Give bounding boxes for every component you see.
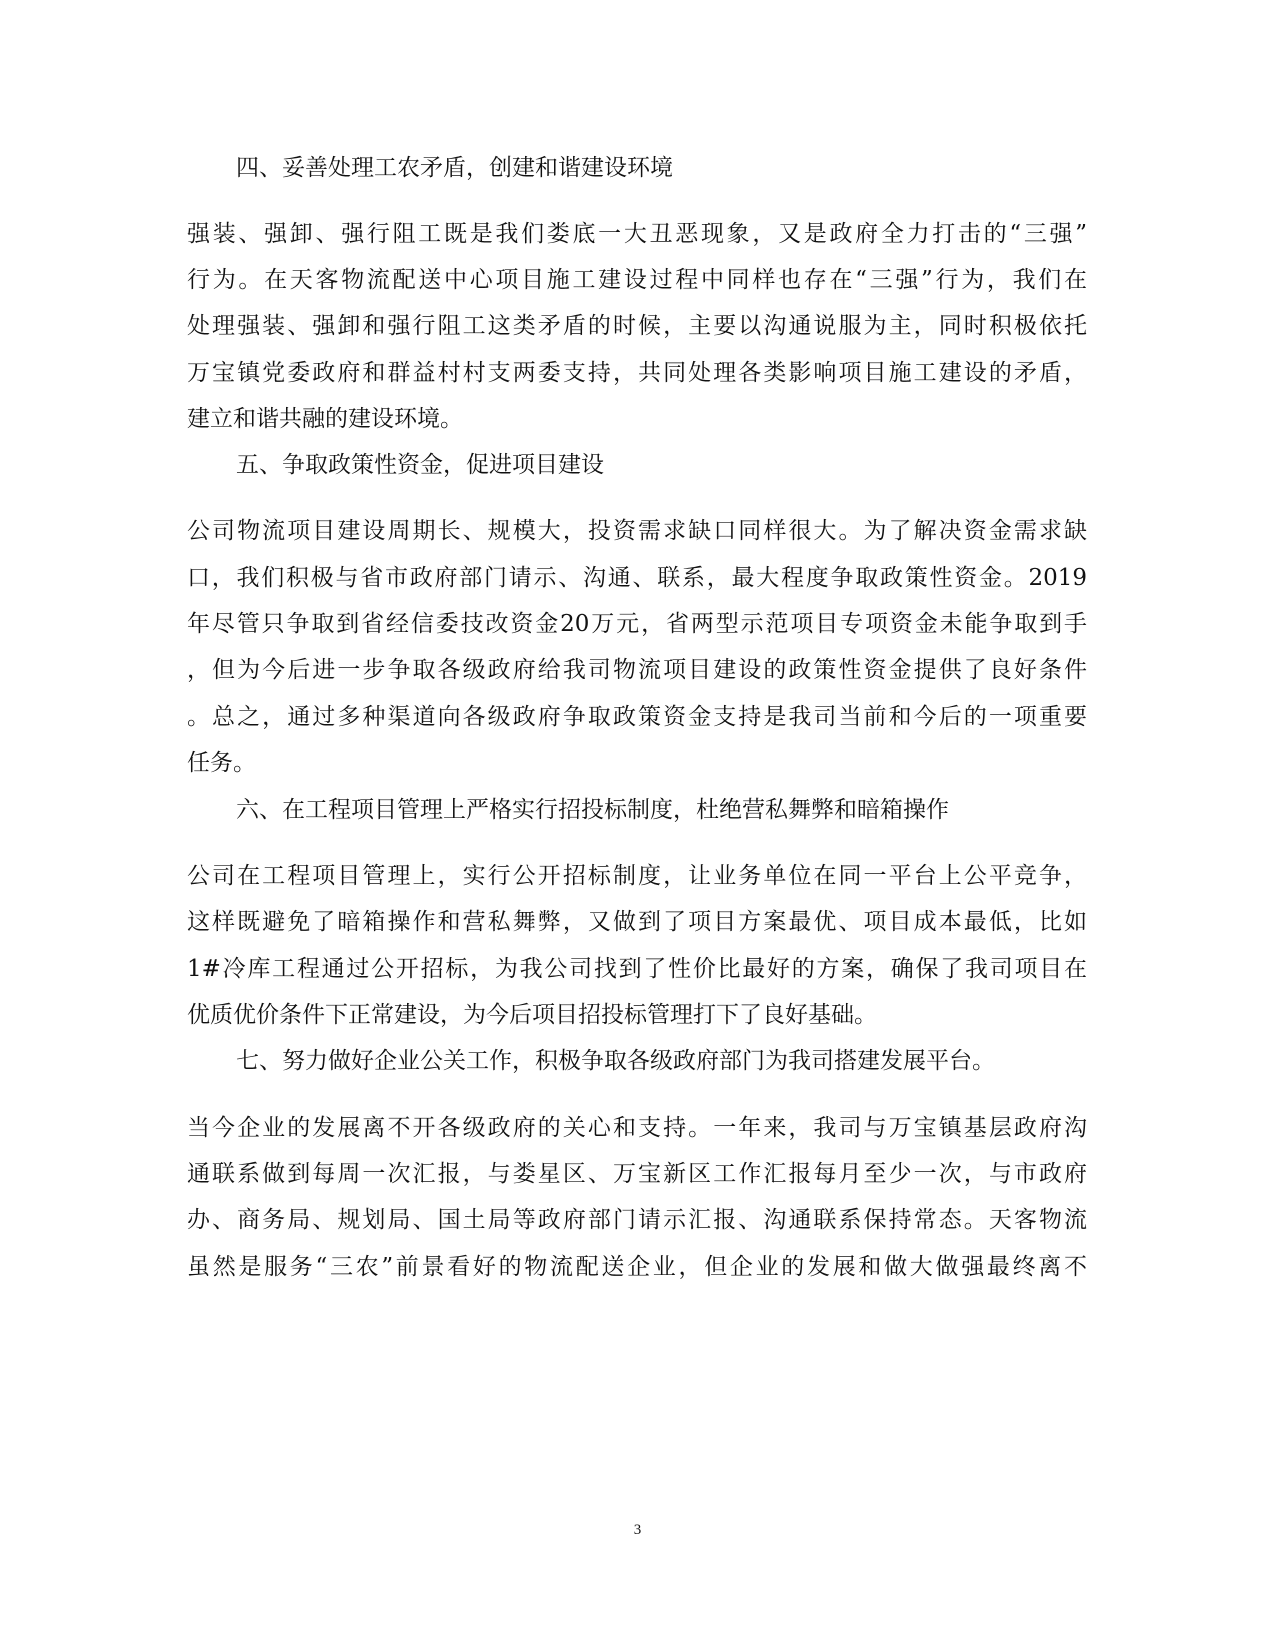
paragraph-line: 万宝镇党委政府和群益村村支两委支持，共同处理各类影响项目施工建设的矛盾， — [187, 360, 1087, 386]
paragraph-line: 。总之，通过多种渠道向各级政府争取政策资金支持是我司当前和今后的一项重要 — [187, 704, 1087, 730]
section-heading-6: 六、在工程项目管理上严格实行招投标制度，杜绝营私舞弊和暗箱操作 — [236, 797, 949, 823]
paragraph-line: 这样既避免了暗箱操作和营私舞弊，又做到了项目方案最优、项目成本最低，比如 — [187, 909, 1087, 935]
section-heading-5: 五、争取政策性资金，促进项目建设 — [236, 452, 604, 478]
section-heading-4: 四、妥善处理工农矛盾，创建和谐建设环境 — [236, 155, 673, 181]
paragraph-line: 行为。在天客物流配送中心项目施工建设过程中同样也存在“三强”行为，我们在 — [187, 267, 1087, 293]
paragraph-line: 公司在工程项目管理上，实行公开招标制度，让业务单位在同一平台上公平竞争， — [187, 863, 1087, 889]
paragraph-line: 当今企业的发展离不开各级政府的关心和支持。一年来，我司与万宝镇基层政府沟 — [187, 1115, 1087, 1141]
paragraph-line: 强装、强卸、强行阻工既是我们娄底一大丑恶现象，又是政府全力打击的“三强” — [187, 221, 1087, 247]
paragraph-line: 年尽管只争取到省经信委技改资金20万元，省两型示范项目专项资金未能争取到手 — [187, 611, 1087, 637]
paragraph-line: 办、商务局、规划局、国土局等政府部门请示汇报、沟通联系保持常态。天客物流 — [187, 1207, 1087, 1233]
section-heading-7: 七、努力做好企业公关工作，积极争取各级政府部门为我司搭建发展平台。 — [236, 1048, 995, 1074]
paragraph-line: 任务。 — [187, 750, 256, 776]
paragraph-line: 1#冷库工程通过公开招标，为我公司找到了性价比最好的方案，确保了我司项目在 — [187, 956, 1087, 982]
paragraph-line: 口，我们积极与省市政府部门请示、沟通、联系，最大程度争取政策性资金。2019 — [187, 565, 1087, 591]
page-number: 3 — [633, 1522, 642, 1538]
paragraph-line: 建立和谐共融的建设环境。 — [187, 406, 463, 432]
paragraph-line: 处理强装、强卸和强行阻工这类矛盾的时候，主要以沟通说服为主，同时积极依托 — [187, 313, 1087, 339]
paragraph-line: 通联系做到每周一次汇报，与娄星区、万宝新区工作汇报每月至少一次，与市政府 — [187, 1161, 1087, 1187]
paragraph-line: 优质优价条件下正常建设，为今后项目招投标管理打下了良好基础。 — [187, 1002, 877, 1028]
paragraph-line: ，但为今后进一步争取各级政府给我司物流项目建设的政策性资金提供了良好条件 — [187, 657, 1087, 683]
paragraph-line: 虽然是服务“三农”前景看好的物流配送企业，但企业的发展和做大做强最终离不 — [187, 1254, 1087, 1280]
paragraph-line: 公司物流项目建设周期长、规模大，投资需求缺口同样很大。为了解决资金需求缺 — [187, 518, 1087, 544]
